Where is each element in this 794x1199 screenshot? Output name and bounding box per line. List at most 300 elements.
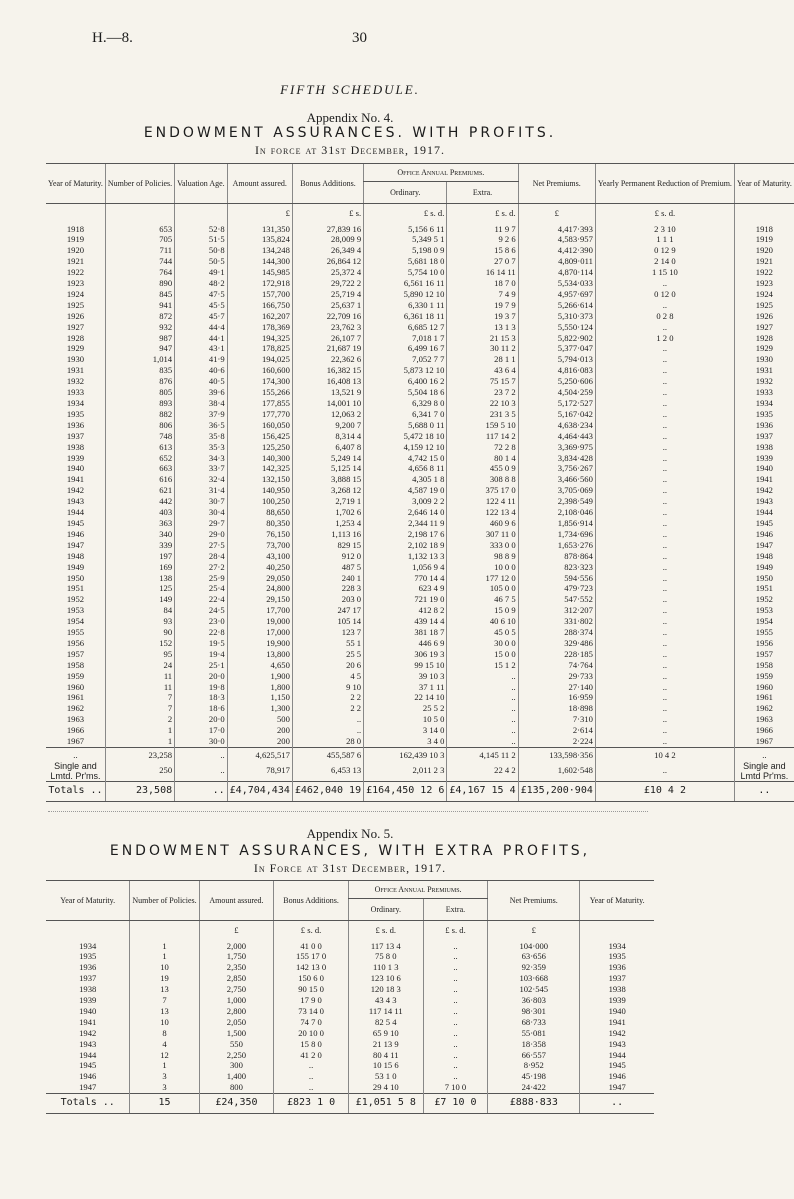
table-row-cell: 5,890 12 10	[364, 289, 447, 300]
single-limited-row-cell: ..	[595, 761, 734, 782]
table-row-cell: 5,504 18 6	[364, 387, 447, 398]
table-row-cell: 135,824	[227, 234, 292, 245]
table-row-cell: 82 5 4	[348, 1017, 423, 1028]
appendix-4-label: Appendix No. 4.	[306, 110, 394, 125]
table-row-cell: ..	[595, 474, 734, 485]
table-row-cell: 1962	[734, 703, 793, 714]
table-row-cell: ..	[595, 562, 734, 573]
table-row-cell: 132,150	[227, 474, 292, 485]
table-row-cell: ..	[595, 431, 734, 442]
table-row-cell: 446 6 9	[364, 638, 447, 649]
table-row-cell: 878·864	[518, 551, 595, 562]
table-row-cell: ..	[423, 941, 488, 952]
table-row-cell: 5,198 0 9	[364, 245, 447, 256]
table-row-cell: 2,719 1	[292, 496, 363, 507]
table-row-cell: 1959	[734, 671, 793, 682]
table-row-cell: 947	[105, 343, 174, 354]
table-row-cell: 4,816·083	[518, 365, 595, 376]
table-row	[46, 442, 794, 453]
single-limited-row	[46, 761, 794, 782]
table-row-cell: 6,685 12 7	[364, 322, 447, 333]
table-row-cell: ..	[595, 507, 734, 518]
table-row-cell: ..	[595, 583, 734, 594]
table-row-cell: 1	[105, 736, 174, 747]
table-row-cell: 24·422	[488, 1082, 580, 1093]
table-row	[46, 496, 794, 507]
table-row-cell: 72 2 8	[447, 442, 518, 453]
table-row-cell: 39·6	[175, 387, 228, 398]
table-row-cell: 1939	[66, 452, 85, 463]
table-row-cell: 4,417·393	[518, 224, 595, 235]
table-row-cell: 1941	[734, 474, 793, 485]
table-row-cell: 41 0 0	[274, 941, 349, 952]
table-row-cell: ..	[292, 725, 363, 736]
table-row	[46, 463, 794, 474]
table-row-cell: 2 3 10	[595, 224, 734, 235]
table-row-cell: ..	[595, 354, 734, 365]
table-row-cell: ..	[274, 1082, 349, 1093]
table-row-cell: 4,650	[227, 660, 292, 671]
subtotal-row-cell: ..	[734, 748, 793, 761]
single-limited-row-cell: 2,011 2 3	[364, 761, 447, 782]
table-row-cell: ..	[595, 376, 734, 387]
table-row-cell: 1935	[734, 409, 793, 420]
table-row-cell: 197	[105, 551, 174, 562]
table-row-cell: 38·4	[175, 398, 228, 409]
table-row-cell: 51·5	[175, 234, 228, 245]
table-row-cell: 652	[105, 453, 174, 464]
table-row-cell: 22·4	[175, 594, 228, 605]
table-row-cell: 2,250	[199, 1050, 274, 1061]
table-row-cell: 1,750	[199, 951, 274, 962]
table-row-cell: 1,500	[199, 1028, 274, 1039]
table-row-cell: 1923	[66, 278, 85, 289]
table-row-cell: 1930	[66, 354, 85, 365]
table-row-cell: ..	[274, 1060, 349, 1071]
table-row-cell: 4,870·114	[518, 267, 595, 278]
table-row-cell: 1933	[66, 387, 85, 398]
table-row-cell: 19·8	[175, 682, 228, 693]
table-row-cell: 4,656 8 11	[364, 463, 447, 474]
table-row-cell: 2	[105, 714, 174, 725]
table-row-cell: 550	[199, 1039, 274, 1050]
table-row-cell: 1947	[66, 539, 85, 550]
table-row	[46, 485, 794, 496]
table-row-cell: ..	[423, 1039, 488, 1050]
table-row-cell: 547·552	[518, 594, 595, 605]
table-row-cell: 157,700	[227, 289, 292, 300]
table-row-cell: 200	[227, 736, 292, 747]
table-row-cell: 149	[105, 594, 174, 605]
unit-extra: £ s. d.	[447, 204, 518, 224]
table-row-cell: 1960	[66, 681, 85, 692]
table-row-cell: 1	[130, 1060, 199, 1071]
table-row-cell: 18·3	[175, 692, 228, 703]
table-row-cell: 1941	[66, 474, 85, 485]
table-row-cell: 4,587 19 0	[364, 485, 447, 496]
table-row-cell: 2,800	[199, 1006, 274, 1017]
table-row-cell: 105 0 0	[447, 583, 518, 594]
table-row-cell: 0 12 0	[595, 289, 734, 300]
table-row-cell: 46 7 5	[447, 594, 518, 605]
table-row-cell: 174,300	[227, 376, 292, 387]
page-reference: H.—8.	[92, 30, 133, 46]
table-row-cell: 1936	[79, 962, 97, 973]
table-row-cell: 8·952	[488, 1060, 580, 1071]
table-row-cell: 18·6	[175, 703, 228, 714]
table-row-cell: 932	[105, 322, 174, 333]
table-row-cell: 5,681 18 0	[364, 256, 447, 267]
table-row-cell: ..	[595, 463, 734, 474]
table-row	[46, 256, 794, 267]
table-row-cell: 131,350	[227, 224, 292, 235]
header-extra: Extra.	[447, 182, 518, 204]
table-row-cell: 47·5	[175, 289, 228, 300]
table-row-cell: 9 2 6	[447, 234, 518, 245]
table-row-cell: 1955	[734, 627, 793, 638]
header-net: Net Premiums.	[518, 164, 595, 204]
unit-ordinary: £ s. d.	[348, 921, 423, 941]
table-row-cell: ..	[423, 1050, 488, 1061]
table-row-cell: 7 10 0	[423, 1082, 488, 1093]
header-bonus: Bonus Additions.	[274, 881, 349, 921]
table-row-cell: 307 11 0	[447, 529, 518, 540]
table-row-cell: 1928	[66, 332, 85, 343]
table-row-cell: 25 5	[292, 649, 363, 660]
table-row-cell: 30 0 0	[447, 638, 518, 649]
table-row-cell: 1939	[580, 995, 654, 1006]
table-row-cell: 43,100	[227, 551, 292, 562]
table-row-cell: 12,063 2	[292, 409, 363, 420]
table-row-cell: 1922	[66, 267, 85, 278]
table-row-cell: 80 1 4	[447, 453, 518, 464]
table-row-cell: 1945	[79, 1060, 97, 1071]
table-row-cell: 1967	[66, 736, 85, 747]
subtotal-row-cell: 4,625,517	[227, 748, 292, 761]
table-row	[46, 995, 654, 1006]
table-row-cell: 375 17 0	[447, 485, 518, 496]
table-row-cell: 300	[199, 1060, 274, 1071]
table-row	[46, 703, 794, 714]
totals-row-cell: £10 4 2	[595, 781, 734, 801]
table-row-cell: 11 9 7	[447, 224, 518, 235]
table-row-cell: 20·0	[175, 714, 228, 725]
subtotal-row-cell: 4,145 11 2	[447, 748, 518, 761]
table-row-cell: 93	[105, 616, 174, 627]
table-row-cell: 1961	[734, 692, 793, 703]
table-row-cell: 2,000	[199, 941, 274, 952]
table-row-cell: ..	[595, 409, 734, 420]
table-row-cell: 27·5	[175, 540, 228, 551]
table-row-cell: ..	[423, 962, 488, 973]
table-row-cell: 479·723	[518, 583, 595, 594]
table-row-cell: 19	[130, 973, 199, 984]
table-row-cell: 40 6 10	[447, 616, 518, 627]
table-row-cell: 29,050	[227, 573, 292, 584]
table-row-cell: 1,014	[105, 354, 174, 365]
table-row-cell: 1,056 9 4	[364, 562, 447, 573]
table-row	[46, 941, 654, 952]
table-row-cell: 203 0	[292, 594, 363, 605]
table-row-cell: ..	[595, 529, 734, 540]
table-row-cell: 24	[105, 660, 174, 671]
table-row-cell: 1967	[734, 736, 793, 747]
table-row-cell: 20 6	[292, 660, 363, 671]
subtotal-row-cell: 162,439 10 3	[364, 748, 447, 761]
table-row-cell: 142 13 0	[274, 962, 349, 973]
table-row-cell: 876	[105, 376, 174, 387]
table-row-cell: 43 6 4	[447, 365, 518, 376]
table-row-cell: 1947	[580, 1082, 654, 1093]
table-row-cell: 1935	[79, 951, 97, 962]
table-row-cell: 1 1 1	[595, 234, 734, 245]
table-row-cell: 1,800	[227, 682, 292, 693]
single-limited-row-cell: 78,917	[227, 761, 292, 782]
header-office-premiums: Office Annual Premiums.	[364, 164, 519, 182]
table-row-cell: 55 1	[292, 638, 363, 649]
table-row-cell: 1945	[734, 518, 793, 529]
table-row-cell: 14,001 10	[292, 398, 363, 409]
totals-row-cell: £888·833	[488, 1094, 580, 1114]
table-row-cell: 144,300	[227, 256, 292, 267]
table-row-cell: 653	[105, 224, 174, 235]
table-row-cell: 1920	[734, 245, 793, 256]
table-row-cell: 5,472 18 10	[364, 431, 447, 442]
table-row-cell: 5,754 10 0	[364, 267, 447, 278]
table-row-cell: 90 15 0	[274, 984, 349, 995]
totals-row-cell: Totals ..	[46, 781, 105, 801]
table-row-cell: ..	[447, 736, 518, 747]
totals-row-cell: £4,167 15 4	[447, 781, 518, 801]
table-row-cell: 616	[105, 474, 174, 485]
table-row-cell: 25,637 1	[292, 300, 363, 311]
subtotal-row-cell: 10 4 2	[595, 748, 734, 761]
table-row-cell: ..	[595, 671, 734, 682]
table-row-cell: 169	[105, 562, 174, 573]
table-row-cell: 10	[130, 962, 199, 973]
table-row-cell: 50·8	[175, 245, 228, 256]
table-row-cell: 6,407 8	[292, 442, 363, 453]
subtotal-row-cell: ..	[175, 748, 228, 761]
table-row-cell: 5,249 14	[292, 453, 363, 464]
table-row-cell: 1,150	[227, 692, 292, 703]
table-row-cell: ..	[447, 671, 518, 682]
table-row-cell: 1966	[66, 725, 85, 736]
table-row-cell: 1,113 16	[292, 529, 363, 540]
table-row-cell: 1918	[66, 223, 85, 234]
table-row-cell: 1927	[734, 322, 793, 333]
table-row-cell: ..	[595, 703, 734, 714]
table-row	[46, 594, 794, 605]
table-row-cell: 6,330 1 11	[364, 300, 447, 311]
table-row-cell: 3,268 12	[292, 485, 363, 496]
table-row-cell: 1944	[79, 1049, 97, 1060]
table-row	[46, 725, 794, 736]
table-row-cell: 1923	[734, 278, 793, 289]
unit-ordinary: £ s. d.	[364, 204, 447, 224]
table-row-cell: 1946	[66, 528, 85, 539]
table-row-cell: 240 1	[292, 573, 363, 584]
table-row	[46, 562, 794, 573]
table-row-cell: 845	[105, 289, 174, 300]
table-row-cell: 21 15 3	[447, 333, 518, 344]
table-row-cell: 16,382 15	[292, 365, 363, 376]
table-row-cell: 160,600	[227, 365, 292, 376]
table-row	[46, 973, 654, 984]
table-row-cell: ..	[423, 1060, 488, 1071]
table-row-cell: 1951	[734, 583, 793, 594]
table-row-cell: 27·140	[518, 682, 595, 693]
table-row-cell: 125	[105, 583, 174, 594]
table-row-cell: 8,314 4	[292, 431, 363, 442]
table-row	[46, 1028, 654, 1039]
table-row-cell: 1935	[580, 951, 654, 962]
table-row-cell: 40·6	[175, 365, 228, 376]
totals-row-cell: £135,200·904	[518, 781, 595, 801]
table-row-cell: 22,709 16	[292, 311, 363, 322]
table-row-cell: 29·733	[518, 671, 595, 682]
table-row-cell: ..	[595, 442, 734, 453]
header-year: Year of Maturity.	[46, 881, 130, 921]
table-row-cell: 30·0	[175, 736, 228, 747]
table-row-cell: 5,250·606	[518, 376, 595, 387]
table-row-cell: 1922	[734, 267, 793, 278]
table-row-cell: 228 3	[292, 583, 363, 594]
table-row-cell: 36·5	[175, 420, 228, 431]
table-row-cell: 22·8	[175, 627, 228, 638]
table-row-cell: 24·5	[175, 605, 228, 616]
table-row-cell: 3,888 15	[292, 474, 363, 485]
table-row-cell: 31·4	[175, 485, 228, 496]
table-row-cell: 10	[130, 1017, 199, 1028]
table-row-cell: 1919	[66, 234, 85, 245]
table-row-cell: 3	[130, 1082, 199, 1093]
table-row-cell: 2,050	[199, 1017, 274, 1028]
table-row-cell: 1946	[734, 529, 793, 540]
table-row-cell: 104·000	[488, 941, 580, 952]
table-row-cell: 2,198 17 6	[364, 529, 447, 540]
table-row-cell: 138	[105, 573, 174, 584]
table-row	[46, 1006, 654, 1017]
table-row	[46, 529, 794, 540]
table-row-cell: 16·959	[518, 692, 595, 703]
table-row-cell: 4 5	[292, 671, 363, 682]
table-row-cell: ..	[595, 398, 734, 409]
totals-row	[46, 781, 794, 801]
table-row-cell: 0 2 8	[595, 311, 734, 322]
table-row-cell: 73,700	[227, 540, 292, 551]
table-row-cell: 329·486	[518, 638, 595, 649]
table-row-cell: 1926	[734, 311, 793, 322]
table-row-cell: 487 5	[292, 562, 363, 573]
table-row-cell: ..	[595, 365, 734, 376]
table-row-cell: 1963	[734, 714, 793, 725]
table-row-cell: 331·802	[518, 616, 595, 627]
table-row-cell: 28,009 9	[292, 234, 363, 245]
table-row-cell: 1,253 4	[292, 518, 363, 529]
table-row-cell: 1950	[734, 573, 793, 584]
subtotal-row-cell: 133,598·356	[518, 748, 595, 761]
table-row-cell: 29,722 2	[292, 278, 363, 289]
table-row-cell: 15 1 2	[447, 660, 518, 671]
table-row-cell: 1955	[66, 627, 85, 638]
single-limited-row-cell: 22 4 2	[447, 761, 518, 782]
table-row-cell: 7,018 1 7	[364, 333, 447, 344]
table-row-cell: ..	[595, 518, 734, 529]
table-row-cell: 19 7 9	[447, 300, 518, 311]
table-row-cell: 1937	[580, 973, 654, 984]
table-row-cell: 5,822·902	[518, 333, 595, 344]
table-row-cell: 1926	[66, 310, 85, 321]
table-row-cell: 1931	[734, 365, 793, 376]
table-row-cell: 1931	[66, 365, 85, 376]
table-row-cell: 1935	[66, 408, 85, 419]
table-row-cell: 6,329 8 0	[364, 398, 447, 409]
table-row-cell: 613	[105, 442, 174, 453]
table-row-cell: 1938	[580, 984, 654, 995]
table-row-cell: ..	[595, 736, 734, 747]
table-row-cell: 7 4 9	[447, 289, 518, 300]
table-row-cell: 2·614	[518, 725, 595, 736]
table-row-cell: 98 8 9	[447, 551, 518, 562]
table-row-cell: 5,550·124	[518, 322, 595, 333]
table-row-cell: 122 4 11	[447, 496, 518, 507]
table-row-cell: 442	[105, 496, 174, 507]
table-row	[46, 616, 794, 627]
table-row-cell: 40·5	[175, 376, 228, 387]
table-row	[46, 984, 654, 995]
table-row	[46, 474, 794, 485]
header-extra: Extra.	[423, 899, 488, 921]
table-row-cell: 15 0 0	[447, 649, 518, 660]
table-row-cell: 1,300	[227, 703, 292, 714]
header-year-right: Year of Maturity.	[580, 881, 654, 921]
table-row-cell: 150 6 0	[274, 973, 349, 984]
table-row	[46, 951, 654, 962]
table-row-cell: 117 13 4	[348, 941, 423, 952]
table-row-cell: 2,850	[199, 973, 274, 984]
table-row-cell: 6,400 16 2	[364, 376, 447, 387]
table-row-cell: 5,349 5 1	[364, 234, 447, 245]
table-row-cell: 23 7 2	[447, 387, 518, 398]
table-row-cell: 99 15 10	[364, 660, 447, 671]
table-row-cell: 28 0	[292, 736, 363, 747]
table-row-cell: ..	[423, 1006, 488, 1017]
table-row-cell: 3	[130, 1071, 199, 1082]
appendix-5-title: ENDOWMENT ASSURANCES, WITH EXTRA PROFITS,	[109, 843, 591, 859]
table-row-cell: 200	[227, 725, 292, 736]
table-row-cell: 142,325	[227, 463, 292, 474]
header-year-right: Year of Maturity.	[734, 164, 793, 204]
table-row-cell: 156,425	[227, 431, 292, 442]
table-row-cell: 339	[105, 540, 174, 551]
table-row-cell: 9,200 7	[292, 420, 363, 431]
table-row-cell: 20 10 0	[274, 1028, 349, 1039]
table-row	[46, 224, 794, 235]
table-row-cell: 194,325	[227, 333, 292, 344]
table-row-cell: 2,750	[199, 984, 274, 995]
table-row-cell: ..	[423, 1017, 488, 1028]
appendix-4-title: ENDOWMENT ASSURANCES. WITH PROFITS.	[143, 125, 557, 141]
table-row-cell: 4,504·259	[518, 387, 595, 398]
table-row-cell: 73 14 0	[274, 1006, 349, 1017]
table-row-cell: 19 3 7	[447, 311, 518, 322]
table-row-cell: 18 7 0	[447, 278, 518, 289]
table-row-cell: ..	[595, 682, 734, 693]
table-row-cell: 10 0 0	[447, 562, 518, 573]
table-row-cell: 1958	[734, 660, 793, 671]
unit-amount: £	[227, 204, 292, 224]
